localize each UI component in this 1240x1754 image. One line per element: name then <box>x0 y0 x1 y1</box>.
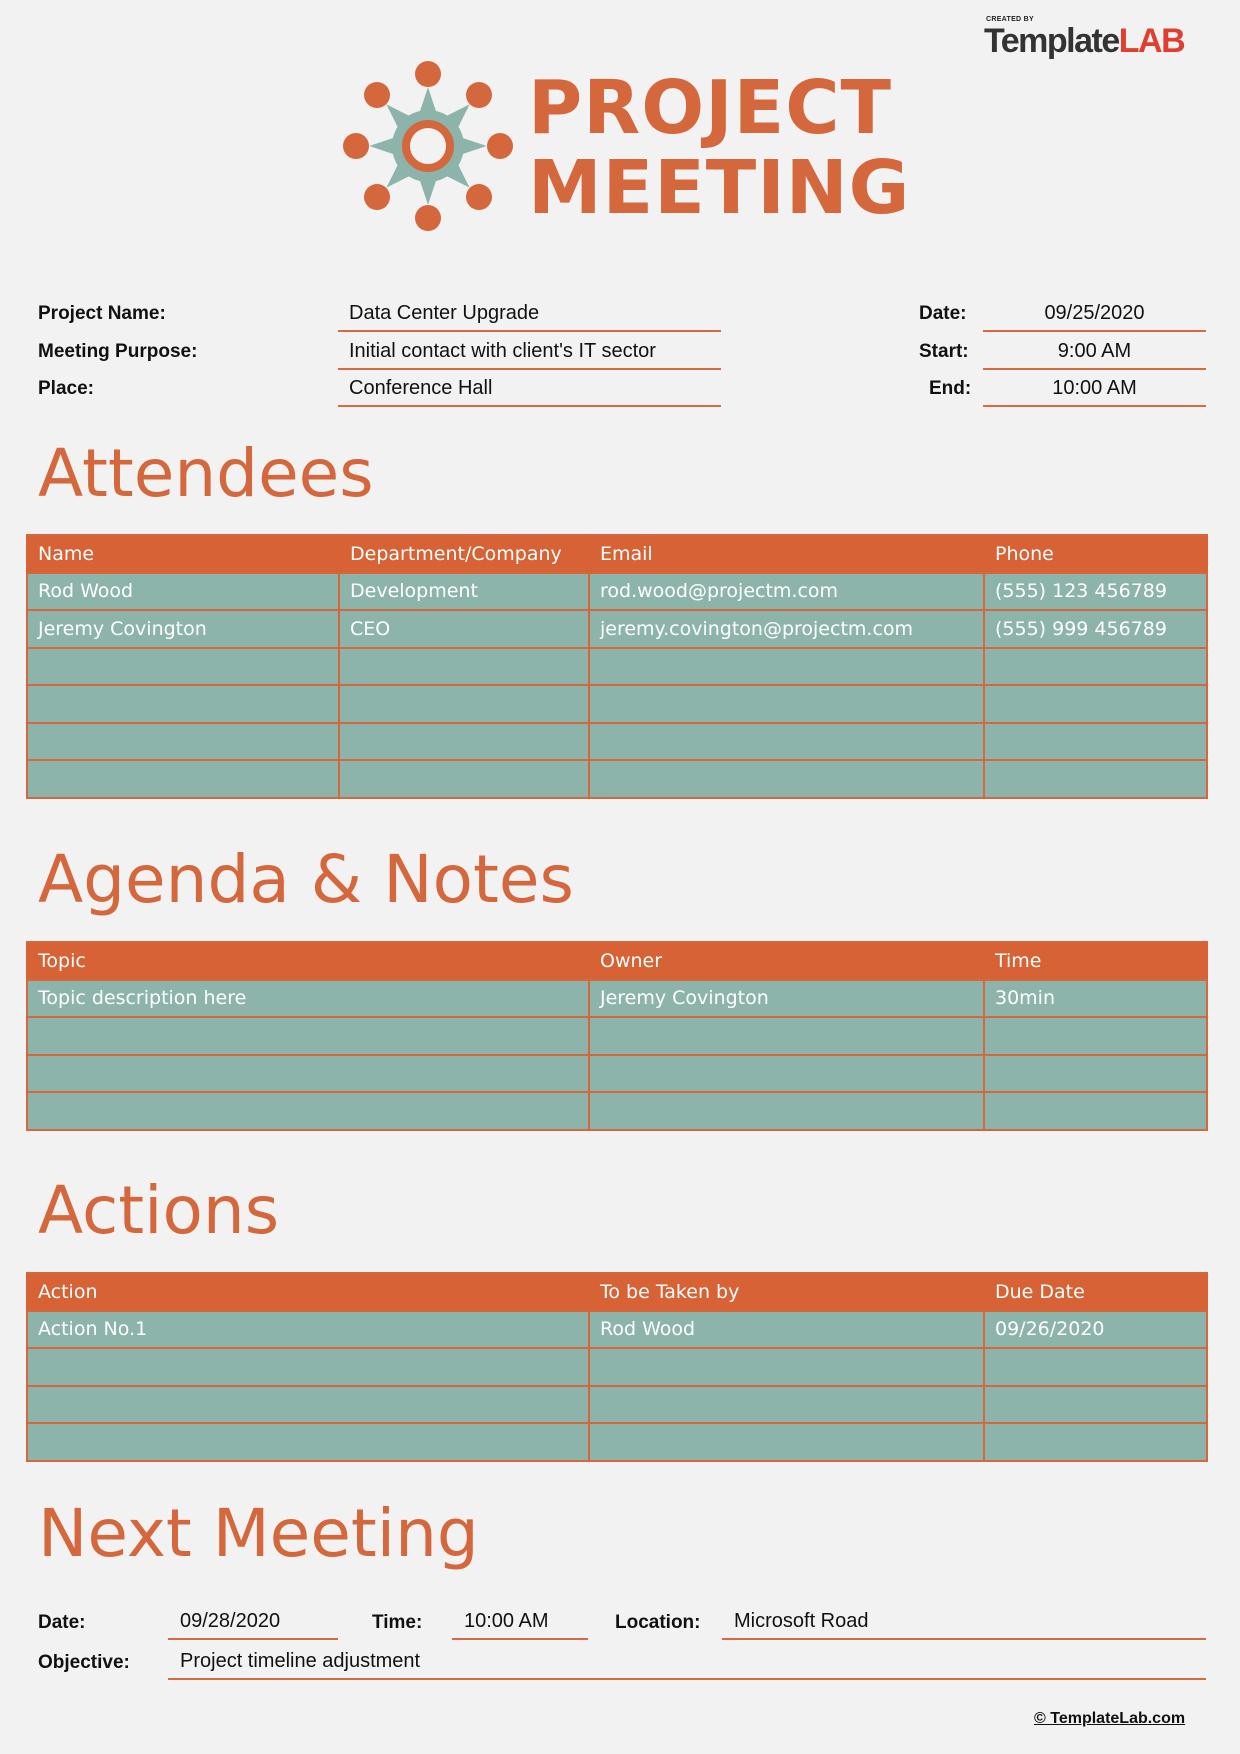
end-label: End: <box>929 378 972 399</box>
actions-table <box>26 1272 1208 1462</box>
attendees-table <box>26 534 1208 799</box>
brand-name <box>984 22 1184 61</box>
column-header: Email <box>589 535 984 573</box>
table-row <box>27 1386 1207 1424</box>
agenda-heading: Agenda & Notes <box>38 841 574 918</box>
table-cell[interactable] <box>339 685 589 723</box>
next-location-field[interactable]: Microsoft Road <box>722 1606 1206 1640</box>
table-row <box>27 1348 1207 1386</box>
objective-field[interactable]: Project timeline adjustment <box>168 1646 1206 1680</box>
title-line2: MEETING <box>528 145 911 231</box>
table-row <box>27 1423 1207 1461</box>
table-cell[interactable]: (555) 123 456789 <box>984 573 1207 611</box>
date-label: Date: <box>919 303 967 324</box>
table-cell[interactable]: Rod Wood <box>589 1311 984 1349</box>
column-header: Due Date <box>984 1273 1207 1311</box>
actions-header-row <box>27 1273 1207 1311</box>
footer-copyright-link[interactable]: © TemplateLab.com <box>1034 1710 1186 1727</box>
table-cell[interactable] <box>27 685 339 723</box>
agenda-header-row <box>27 942 1207 980</box>
column-header: Name <box>27 535 339 573</box>
table-cell[interactable] <box>589 1017 984 1055</box>
table-cell[interactable] <box>27 1386 589 1424</box>
next-location-label: Location: <box>615 1612 701 1633</box>
table-row <box>27 610 1207 648</box>
project-name-label: Project Name: <box>38 303 166 324</box>
table-cell[interactable] <box>984 760 1207 798</box>
table-cell[interactable] <box>339 760 589 798</box>
table-cell[interactable] <box>27 1017 589 1055</box>
table-row <box>27 1311 1207 1349</box>
table-cell[interactable] <box>984 685 1207 723</box>
table-cell[interactable] <box>984 1055 1207 1093</box>
next-meeting-heading: Next Meeting <box>38 1495 479 1572</box>
meeting-purpose-field[interactable]: Initial contact with client's IT sector <box>338 336 721 370</box>
brand-name-part1: Template <box>984 22 1119 60</box>
table-row <box>27 1092 1207 1130</box>
table-row <box>27 573 1207 611</box>
meeting-logo-icon <box>342 58 514 234</box>
table-cell[interactable]: CEO <box>339 610 589 648</box>
column-header: Topic <box>27 942 589 980</box>
table-cell[interactable] <box>27 1423 589 1461</box>
table-cell[interactable] <box>984 1423 1207 1461</box>
table-cell[interactable]: Jeremy Covington <box>589 980 984 1018</box>
table-cell[interactable] <box>589 1386 984 1424</box>
column-header: Action <box>27 1273 589 1311</box>
templatelab-brand <box>984 14 1194 60</box>
table-cell[interactable] <box>27 648 339 686</box>
table-cell[interactable] <box>984 1348 1207 1386</box>
table-cell[interactable]: Rod Wood <box>27 573 339 611</box>
start-field[interactable]: 9:00 AM <box>983 336 1206 370</box>
table-cell[interactable] <box>589 1092 984 1130</box>
table-cell[interactable]: 09/26/2020 <box>984 1311 1207 1349</box>
column-header: Phone <box>984 535 1207 573</box>
table-cell[interactable] <box>339 648 589 686</box>
brand-name-part2: LAB <box>1118 22 1185 60</box>
end-field[interactable]: 10:00 AM <box>983 373 1206 407</box>
table-cell[interactable] <box>984 723 1207 761</box>
table-row <box>27 1017 1207 1055</box>
table-cell[interactable] <box>27 1055 589 1093</box>
table-cell[interactable] <box>27 1348 589 1386</box>
table-row <box>27 980 1207 1018</box>
table-cell[interactable] <box>589 723 984 761</box>
table-cell[interactable]: Jeremy Covington <box>27 610 339 648</box>
table-cell[interactable] <box>589 1423 984 1461</box>
attendees-heading: Attendees <box>38 435 374 512</box>
place-label: Place: <box>38 378 94 399</box>
table-cell[interactable] <box>984 648 1207 686</box>
agenda-table <box>26 941 1208 1131</box>
next-date-label: Date: <box>38 1612 86 1633</box>
table-cell[interactable] <box>339 723 589 761</box>
objective-label: Objective: <box>38 1652 130 1673</box>
brand-created-by: CREATED BY <box>986 16 1034 23</box>
table-cell[interactable] <box>27 723 339 761</box>
start-label: Start: <box>919 341 969 362</box>
project-name-field[interactable]: Data Center Upgrade <box>338 298 721 332</box>
table-cell[interactable] <box>27 1092 589 1130</box>
column-header: Department/Company <box>339 535 589 573</box>
table-cell[interactable]: jeremy.covington@projectm.com <box>589 610 984 648</box>
table-cell[interactable]: Action No.1 <box>27 1311 589 1349</box>
table-cell[interactable]: Development <box>339 573 589 611</box>
table-cell[interactable]: (555) 999 456789 <box>984 610 1207 648</box>
place-field[interactable]: Conference Hall <box>338 373 721 407</box>
column-header: To be Taken by <box>589 1273 984 1311</box>
table-row <box>27 685 1207 723</box>
table-cell[interactable] <box>984 1386 1207 1424</box>
table-cell[interactable] <box>27 760 339 798</box>
meeting-purpose-label: Meeting Purpose: <box>38 341 198 362</box>
table-cell[interactable]: Topic description here <box>27 980 589 1018</box>
table-cell[interactable]: rod.wood@projectm.com <box>589 573 984 611</box>
table-row <box>27 760 1207 798</box>
next-time-label: Time: <box>372 1612 423 1633</box>
table-cell[interactable] <box>589 648 984 686</box>
attendees-header-row <box>27 535 1207 573</box>
next-time-field[interactable]: 10:00 AM <box>452 1606 588 1640</box>
table-row <box>27 648 1207 686</box>
table-cell[interactable] <box>984 1017 1207 1055</box>
table-row <box>27 1055 1207 1093</box>
next-date-field[interactable]: 09/28/2020 <box>168 1606 338 1640</box>
column-header: Time <box>984 942 1207 980</box>
table-row <box>27 723 1207 761</box>
date-field[interactable]: 09/25/2020 <box>983 298 1206 332</box>
table-cell[interactable] <box>589 1348 984 1386</box>
table-cell[interactable] <box>984 1092 1207 1130</box>
column-header: Owner <box>589 942 984 980</box>
table-cell[interactable]: 30min <box>984 980 1207 1018</box>
title-line1: PROJECT <box>528 65 892 151</box>
table-cell[interactable] <box>589 685 984 723</box>
table-cell[interactable] <box>589 1055 984 1093</box>
actions-heading: Actions <box>38 1172 280 1249</box>
table-cell[interactable] <box>589 760 984 798</box>
document-title <box>528 65 911 231</box>
